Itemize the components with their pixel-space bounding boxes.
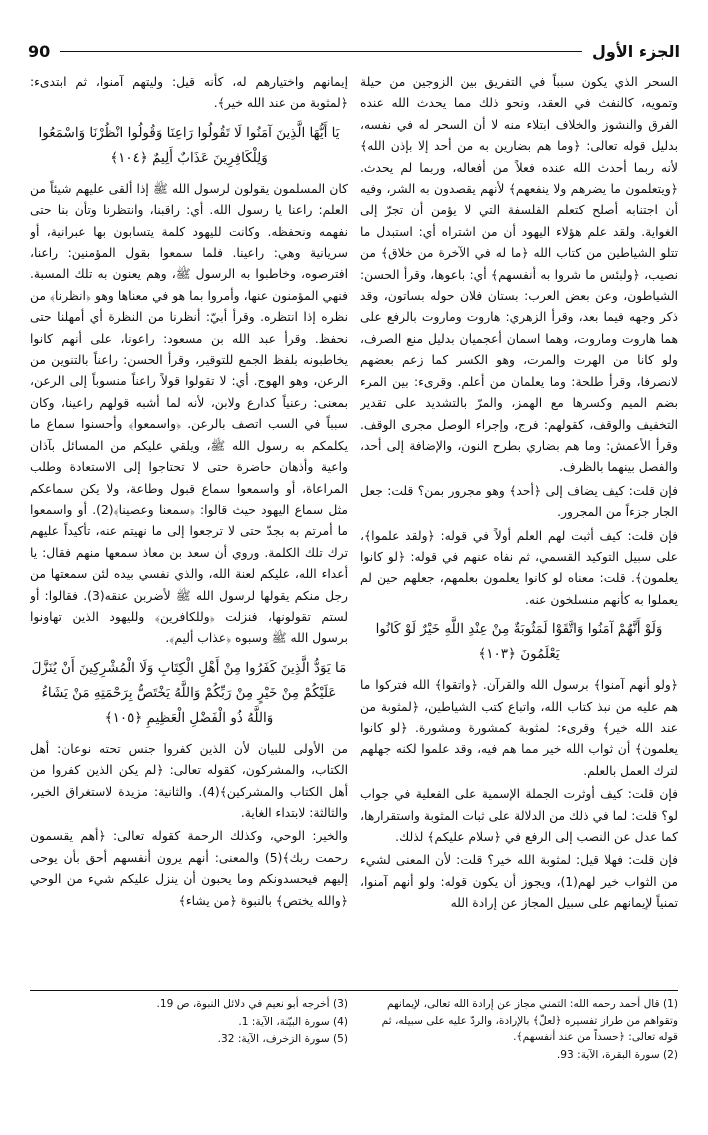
paragraph: ﴿ولو أنهم آمنوا﴾ برسول الله والقرآن. ﴿واتقوا﴾ الله فتركوا ما هم عليه من نبذ كتاب الله، واتباع كتب الشياطين، ﴿لمثوبة من عند الله خير﴾ وقرىء: لمثوبة كمشورة ومشورة. ﴿لو كانوا يعلمون﴾ أن ثواب الله خير مما هم فيه، وقد علموا لكنه جهلهم لترك العمل بالعلم. — [360, 678, 678, 778]
quran-verse: وَلَوْ أَنَّهُمْ آمَنُوا وَاتَّقَوْا لَمَثُوبَةٌ مِنْ عِنْدِ اللَّهِ خَيْرٌ لَوْ كَانُوا يَعْلَمُونَ ﴿١٠٣﴾ — [375, 621, 663, 663]
footnote: (5) سورة الزخرف، الآية: 32. — [217, 1033, 348, 1045]
right-column — [360, 72, 678, 982]
footnote: (4) سورة البيّنة، الآية: 1. — [238, 1015, 348, 1028]
footnote: (3) أخرجه أبو نعيم في دلائل النبوة، ص 19. — [156, 998, 348, 1010]
footnote: (2) سورة البقرة، الآية: 93. — [556, 1048, 678, 1061]
page-number: 90 — [28, 41, 51, 61]
quran-verse: يَا أَيُّهَا الَّذِينَ آمَنُوا لَا تَقُولُوا رَاعِنَا وَقُولُوا انْظُرْنَا وَاسْمَعُوا وَلِلْكَافِرِينَ عَذَابٌ أَلِيمٌ ﴿١٠٤﴾ — [38, 124, 340, 166]
running-header — [28, 38, 680, 64]
footnote-divider — [30, 990, 678, 991]
footnotes-left — [30, 996, 348, 1049]
part-title: الجزء الأول — [592, 41, 680, 61]
paragraph: فإن قلت: كيف أثبت لهم العلم أولاً في قوله: ﴿ولقد علموا﴾، على سبيل التوكيد القسمي، ثم نفاه عنهم في قوله: ﴿لو كانوا يعلمون﴾. قلت: معناه لو كانوا يعلمون بعلمهم، جعلهم حين لم يعملوا به كأنهم منسلخون عنه. — [360, 528, 678, 607]
paragraph: من الأولى للبيان لأن الذين كفروا جنس تحته نوعان: أهل الكتاب، والمشركون، كقوله تعالى: ﴿لم يكن الذين كفروا من أهل الكتاب والمشركين﴾(4). والثانية: مزيدة لاستغراق الخير، والثالثة: لابتداء الغاية. — [30, 741, 348, 820]
paragraph: فإن قلت: فهلا قيل: لمثوبة الله خير؟ قلت: لأن المعنى لشيء من الثواب خير لهم(1)، ويجوز أن يكون قوله: ولو أنهم آمنوا، تمنياً لإيمانهم على سبيل المجاز عن إرادة الله — [360, 853, 678, 911]
paragraph: إيمانهم واختيارهم له، كأنه قيل: وليتهم آمنوا، ثم ابتدىء: ﴿لمثوبة من عند الله خير﴾. — [30, 75, 348, 111]
quran-verse: مَا يَوَدُّ الَّذِينَ كَفَرُوا مِنْ أَهْلِ الْكِتَابِ وَلَا الْمُشْرِكِينَ أَنْ يُنَزَّلَ عَلَيْكُمْ مِنْ خَيْرٍ مِنْ رَبِّكُمْ وَاللَّهُ يَخْتَصُّ بِرَحْمَتِهِ مَنْ يَشَاءُ وَاللَّهُ ذُو الْفَضْلِ الْعَظِيمِ ﴿١٠٥﴾ — [31, 659, 347, 726]
paragraph: والخير: الوحي، وكذلك الرحمة كقوله تعالى: ﴿أهم يقسمون رحمت ربك﴾(5) والمعنى: أنهم يرون أنفسهم أحق بأن يوحى إليهم فيحسدونكم وما يحبون أن ينزل عليكم شيء من الوحي ﴿والله يختص﴾ بالنبوة ﴿من يشاء﴾ — [30, 829, 348, 908]
paragraph: فإن قلت: كيف أوثرت الجملة الإسمية على الفعلية في جواب لو؟ قلت: لما في ذلك من الدلالة على ثبات المثوبة واستقرارها، كما عدل عن النصب إلى الرفع في ﴿سلام عليكم﴾ لذلك. — [360, 787, 678, 844]
footnote: (1) قال أحمد رحمه الله: التمني مجاز عن إرادة الله تعالى، لإيمانهم وتقواهم من طراز تفسيره ﴿لعلّ﴾ بالإرادة، والردّ عليه على سبيله، ثم قوله تعالى: ﴿حسداً من عند أنفسهم﴾. — [381, 998, 678, 1043]
footnotes-right — [360, 996, 678, 1064]
paragraph: كان المسلمون يقولون لرسول الله ﷺ إذا ألقى عليهم شيئاً من العلم: راعنا يا رسول الله. أي: راقبنا، وانتظرنا وتأن بنا حتى نفهمه ونحفظه. وكانت لليهود كلمة يتسابون بها عبرانية، أو سريانية وهي: راعينا. فلما سمعوا بقول المؤمنين: راعنا، افترصوه، وخاطبوا به الرسول ﷺ، وهم يعنون به تلك المسبة. فنهي المؤمنون عنها، وأمروا بما هو في معناها وهو ﴿انظرنا﴾ من نظره إذا انتظره. وقرأ أبيّ: أنظرنا من النظرة أي أمهلنا حتى نحفظ. وقرأ عبد الله بن مسعود: راعونا، على أنهم كانوا يخاطبونه بلفظ الجمع للتوقير، وقرأ الحسن: راعناً بالتنوين من الرعن، وهو الهوج. أي: لا تقولوا قولاً راعناً منسوباً إلى الرعن، بمعنى: رعنياً كدارع ولابن، لأنه لما أشبه قولهم راعينا، وكان سبباً في السب اتصف بالرعن. ﴿واسمعوا﴾ وأحسنوا سماع ما يكلمكم به رسول الله ﷺ، ويلقي عليكم من المسائل بآذان واعية وأذهان حاضرة حتى لا تحتاجوا إلى الاستعادة وطلب المراعاة، أو واسمعوا سماع قبول وطاعة، ولا يكن سماعكم مثل سماع اليهود حيث قالوا: ﴿سمعنا وعصينا﴾(2). أو واسمعوا ما أمرتم به بجدّ حتى لا ترجعوا إلى ما نهيتم عنه، تأكيداً عليهم ترك تلك الكلمة. وروي أن سعد بن معاذ سمعها منهم فقال: يا أعداء الله، عليكم لعنة الله، والذي نفسي بيده لئن سمعتها من رجل منكم يقولها لرسول الله ﷺ لأضربن عنقه(3). فقالوا: أو لستم تقولونها، فنزلت ﴿وللكافرين﴾ ولليهود الذين تهاونوا برسول الله ﷺ وسبوه ﴿عذاب أليم﴾. — [30, 181, 348, 646]
header-rule — [60, 51, 582, 52]
paragraph: السحر الذي يكون سبباً في التفريق بين الزوجين من حيلة وتمويه، كالنفث في العقد، ونحو ذلك مما يحدث الله عنده الفرق والنشوز والخلاف ابتلاء منه لا أن السحر له في نفسه، بدليل قوله تعالى: ﴿وما هم بضارين به من أحد إلا بإذن الله﴾ لأنه ربما أحدث الله عنده فعلاً من أفعاله، وربما لم يحدث. ﴿ويتعلمون ما يضرهم ولا ينفعهم﴾ لأنهم يقصدون به الشر، وفيه أن اجتنابه أصلح كتعلم الفلسفة التي لا يؤمن أن تجرّ إلى الغواية. ولقد علم هؤلاء اليهود أن من اشتراه أي: استبدل ما تتلو الشياطين من كتاب الله ﴿ما له في الآخرة من خلاق﴾ من نصيب، ﴿ولبئس ما شروا به أنفسهم﴾ أي: باعوها، وقرأ الحسن: الشياطون، وعن بعض العرب: بستان فلان حوله بساتون، وقد ذكر وجهه فيما بعد، وقرأ الزهري: هاروت وماروت بالرفع على هما هاروت وماروت، وهما اسمان أعجميان بدليل منع الصرف، ولو كانا من الهرت والمرت، وهو الكسر كما زعم بعضهم لانصرفا، وقرأ طلحة: وما يعلمان من أعلم. وقرىء: بين المرء بضم الميم وكسرها مع الهمز، والمرّ بالتشديد على تقدير التخفيف والوقف، كقولهم: فرج، وإجراء الوصل مجرى الوقف. وقرأ الأعمش: وما هم بضاري بطرح النون، والإضافة إلى أحد، والفصل بينهما بالظرف. — [360, 75, 678, 475]
paragraph: فإن قلت: كيف يضاف إلى ﴿أحد﴾ وهو مجرور بمن؟ قلت: جعل الجار جزءاً من المجرور. — [360, 483, 678, 520]
left-column — [30, 72, 348, 982]
